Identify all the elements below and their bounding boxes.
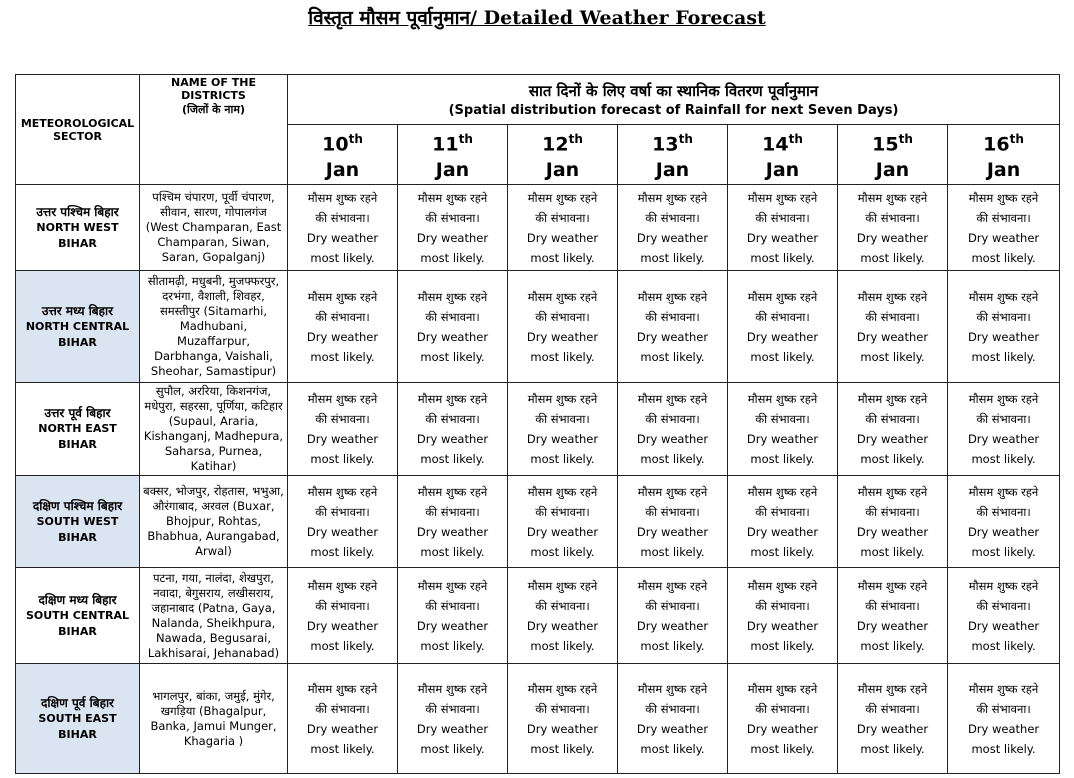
date-day: 15 [872, 133, 899, 156]
sector-name-cell [16, 476, 140, 568]
forecast-hi-line1: मौसम शुष्क रहने [747, 681, 818, 696]
date-header [728, 125, 838, 185]
districts-column-header [140, 75, 288, 185]
date-suffix: th [678, 132, 693, 146]
districts-header-en: NAME OF THE DISTRICTS [171, 76, 256, 102]
sector-name-hi: उत्तर मध्य बिहार [41, 303, 114, 318]
forecast-en-line2: most likely. [750, 544, 815, 559]
forecast-en-line2: most likely. [310, 638, 375, 653]
forecast-en-line1: Dry weather [416, 329, 489, 344]
forecast-cell [728, 271, 838, 383]
forecast-hi-line2: की संभावना। [645, 412, 700, 427]
forecast-hi-line2: की संभावना। [315, 309, 370, 324]
sector-row [16, 568, 1060, 664]
forecast-hi-line2: की संभावना। [755, 701, 810, 716]
sector-row [16, 383, 1060, 476]
forecast-en-line1: Dry weather [967, 524, 1040, 539]
forecast-en-line1: Dry weather [636, 432, 709, 447]
date-day: 11 [432, 133, 459, 156]
sector-name-hi: उत्तर पूर्व बिहार [44, 406, 111, 421]
forecast-hi-line1: मौसम शुष्क रहने [968, 681, 1039, 696]
forecast-en-line2: most likely. [860, 638, 925, 653]
date-month: Jan [325, 159, 360, 182]
sector-column-header: METEOROLOGICAL SECTOR [16, 75, 140, 185]
forecast-hi-line2: की संभावना। [315, 412, 370, 427]
forecast-en-line2: most likely. [530, 638, 595, 653]
forecast-en-line1: Dry weather [306, 329, 379, 344]
forecast-en-line1: Dry weather [636, 618, 709, 633]
forecast-hi-line1: मौसम शुष्क रहने [968, 578, 1039, 593]
forecast-hi-line2: की संभावना। [976, 412, 1031, 427]
forecast-en-line2: most likely. [640, 544, 705, 559]
forecast-hi-line2: की संभावना। [425, 504, 480, 519]
forecast-en-line2: most likely. [530, 741, 595, 756]
forecast-hi-line1: मौसम शुष्क रहने [417, 484, 488, 499]
forecast-hi-line1: मौसम शुष्क रहने [637, 392, 708, 407]
sector-row [16, 185, 1060, 271]
forecast-hi-line2: की संभावना। [535, 309, 590, 324]
forecast-en-line1: Dry weather [967, 721, 1040, 736]
forecast-hi-line1: मौसम शुष्क रहने [417, 190, 488, 205]
forecast-cell [618, 568, 728, 664]
forecast-en-line1: Dry weather [636, 329, 709, 344]
forecast-en-line2: most likely. [750, 250, 815, 265]
forecast-hi-line2: की संभावना। [425, 210, 480, 225]
forecast-en-line1: Dry weather [856, 524, 929, 539]
forecast-hi-line2: की संभावना। [425, 309, 480, 324]
forecast-hi-line2: की संभावना। [535, 598, 590, 613]
date-header [288, 125, 398, 185]
sector-row [16, 271, 1060, 383]
forecast-hi-line1: मौसम शुष्क रहने [417, 289, 488, 304]
forecast-cell [728, 568, 838, 664]
sector-name-en: NORTH WEST BIHAR [36, 220, 119, 250]
district-list-cell: सुपौल, अररिया, किशनगंज, मधेपुरा, सहरसा, पूर्णिया, कटिहार (Supaul, Araria, Kishanganj, Madhepura, Saharsa, Purnea, Katihar) [140, 383, 288, 476]
forecast-hi-line1: मौसम शुष्क रहने [527, 392, 598, 407]
sector-name-hi: दक्षिण पश्चिम बिहार [32, 498, 123, 513]
date-header [618, 125, 728, 185]
date-suffix: th [1009, 132, 1024, 146]
forecast-hi-line1: मौसम शुष्क रहने [747, 484, 818, 499]
forecast-en-line1: Dry weather [746, 329, 819, 344]
forecast-en-line2: most likely. [310, 452, 375, 467]
forecast-en-line1: Dry weather [306, 618, 379, 633]
forecast-hi-line1: मौसम शुष्क रहने [747, 190, 818, 205]
forecast-hi-line1: मौसम शुष्क रहने [527, 289, 598, 304]
forecast-en-line1: Dry weather [967, 329, 1040, 344]
forecast-cell [618, 664, 728, 774]
forecast-cell [288, 664, 398, 774]
forecast-hi-line1: मौसम शुष्क रहने [857, 190, 928, 205]
forecast-en-line1: Dry weather [526, 721, 599, 736]
forecast-hi-line1: मौसम शुष्क रहने [747, 578, 818, 593]
forecast-en-line2: most likely. [420, 349, 485, 364]
sector-name-cell [16, 568, 140, 664]
forecast-en-line2: most likely. [971, 452, 1036, 467]
forecast-en-line1: Dry weather [856, 230, 929, 245]
forecast-hi-line2: की संभावना। [976, 309, 1031, 324]
forecast-hi-line1: मौसम शुष्क रहने [307, 681, 378, 696]
forecast-hi-line2: की संभावना। [425, 412, 480, 427]
forecast-cell [288, 476, 398, 568]
forecast-hi-line2: की संभावना। [315, 504, 370, 519]
districts-header-hi: (जिलों के नाम) [181, 103, 245, 116]
forecast-en-line2: most likely. [640, 741, 705, 756]
sector-name-hi: उत्तर पश्चिम बिहार [36, 204, 119, 219]
forecast-en-line1: Dry weather [967, 618, 1040, 633]
forecast-table [15, 74, 1060, 774]
date-month: Jan [545, 159, 580, 182]
forecast-hi-line2: की संभावना। [645, 309, 700, 324]
forecast-cell [838, 185, 948, 271]
forecast-en-line1: Dry weather [856, 721, 929, 736]
forecast-cell [508, 476, 618, 568]
forecast-cell [948, 568, 1060, 664]
forecast-cell [288, 383, 398, 476]
date-month: Jan [765, 159, 800, 182]
forecast-hi-line1: मौसम शुष्क रहने [417, 392, 488, 407]
forecast-en-line2: most likely. [860, 250, 925, 265]
sector-row [16, 476, 1060, 568]
forecast-cell [838, 568, 948, 664]
forecast-hi-line1: मौसम शुष्क रहने [747, 392, 818, 407]
forecast-en-line1: Dry weather [526, 329, 599, 344]
forecast-en-line1: Dry weather [746, 432, 819, 447]
forecast-en-line1: Dry weather [416, 432, 489, 447]
forecast-cell [508, 664, 618, 774]
forecast-en-line1: Dry weather [416, 618, 489, 633]
forecast-en-line1: Dry weather [306, 230, 379, 245]
forecast-en-line2: most likely. [750, 638, 815, 653]
spatial-forecast-header [288, 75, 1060, 125]
sector-row [16, 664, 1060, 774]
forecast-hi-line2: की संभावना। [425, 598, 480, 613]
forecast-hi-line1: मौसम शुष्क रहने [527, 484, 598, 499]
date-day: 10 [322, 133, 349, 156]
forecast-cell [398, 271, 508, 383]
sector-name-cell [16, 383, 140, 476]
forecast-hi-line1: मौसम शुष्क रहने [968, 289, 1039, 304]
forecast-en-line2: most likely. [530, 452, 595, 467]
forecast-hi-line1: मौसम शुष्क रहने [968, 392, 1039, 407]
forecast-hi-line1: मौसम शुष्क रहने [307, 392, 378, 407]
forecast-cell [948, 271, 1060, 383]
forecast-hi-line2: की संभावना। [755, 598, 810, 613]
district-list-cell: पश्चिम चंपारण, पूर्वी चंपारण, सीवान, सारण, गोपालगंज (West Champaran, East Champaran, Siwan, Saran, Gopalganj) [140, 185, 288, 271]
forecast-cell [728, 383, 838, 476]
forecast-en-line2: most likely. [640, 349, 705, 364]
forecast-en-line2: most likely. [310, 250, 375, 265]
forecast-en-line1: Dry weather [416, 524, 489, 539]
forecast-cell [618, 271, 728, 383]
forecast-cell [288, 568, 398, 664]
forecast-hi-line2: की संभावना। [315, 210, 370, 225]
forecast-cell [398, 476, 508, 568]
forecast-hi-line2: की संभावना। [865, 309, 920, 324]
forecast-en-line2: most likely. [750, 349, 815, 364]
forecast-en-line1: Dry weather [526, 618, 599, 633]
forecast-cell [618, 476, 728, 568]
forecast-hi-line1: मौसम शुष्क रहने [857, 578, 928, 593]
date-day: 13 [652, 133, 679, 156]
forecast-en-line1: Dry weather [856, 618, 929, 633]
date-month: Jan [986, 159, 1021, 182]
forecast-cell [288, 271, 398, 383]
forecast-en-line2: most likely. [310, 544, 375, 559]
forecast-en-line1: Dry weather [526, 432, 599, 447]
district-list-cell: बक्सर, भोजपुर, रोहतास, भभुआ, औरंगाबाद, अरवल (Buxar, Bhojpur, Rohtas, Bhabhua, Aurangabad, Arwal) [140, 476, 288, 568]
forecast-en-line2: most likely. [971, 544, 1036, 559]
forecast-en-line1: Dry weather [306, 524, 379, 539]
forecast-en-line1: Dry weather [746, 524, 819, 539]
forecast-cell [838, 476, 948, 568]
forecast-hi-line1: मौसम शुष्क रहने [968, 484, 1039, 499]
forecast-hi-line2: की संभावना। [315, 701, 370, 716]
forecast-en-line2: most likely. [420, 452, 485, 467]
forecast-en-line2: most likely. [310, 349, 375, 364]
date-suffix: th [568, 132, 583, 146]
forecast-hi-line2: की संभावना। [645, 504, 700, 519]
forecast-en-line1: Dry weather [416, 721, 489, 736]
forecast-cell [728, 664, 838, 774]
forecast-en-line2: most likely. [971, 349, 1036, 364]
forecast-hi-line2: की संभावना। [865, 504, 920, 519]
forecast-hi-line2: की संभावना। [865, 701, 920, 716]
forecast-en-line2: most likely. [420, 544, 485, 559]
forecast-hi-line1: मौसम शुष्क रहने [968, 190, 1039, 205]
date-day: 16 [983, 133, 1010, 156]
forecast-cell [398, 185, 508, 271]
forecast-hi-line1: मौसम शुष्क रहने [307, 190, 378, 205]
forecast-hi-line1: मौसम शुष्क रहने [637, 484, 708, 499]
date-header [508, 125, 618, 185]
forecast-en-line1: Dry weather [856, 329, 929, 344]
forecast-en-line2: most likely. [640, 250, 705, 265]
forecast-hi-line1: मौसम शुष्क रहने [637, 190, 708, 205]
forecast-en-line1: Dry weather [636, 721, 709, 736]
forecast-hi-line2: की संभावना। [425, 701, 480, 716]
forecast-hi-line1: मौसम शुष्क रहने [527, 681, 598, 696]
district-list-cell: पटना, गया, नालंदा, शेखपुरा, नवादा, बेगुसराय, लखीसराय, जहानाबाद (Patna, Gaya, Nalanda, Sheikhpura, Nawada, Begusarai, Lakhisarai, Jehanabad) [140, 568, 288, 664]
forecast-hi-line1: मौसम शुष्क रहने [637, 289, 708, 304]
district-list-cell: भागलपुर, बांका, जमुई, मुंगेर, खगड़िया (Bhagalpur, Banka, Jamui Munger, Khagaria ) [140, 664, 288, 774]
forecast-hi-line2: की संभावना। [755, 210, 810, 225]
forecast-hi-line2: की संभावना। [535, 412, 590, 427]
forecast-en-line1: Dry weather [746, 230, 819, 245]
forecast-cell [508, 185, 618, 271]
forecast-hi-line1: मौसम शुष्क रहने [747, 289, 818, 304]
forecast-cell [618, 383, 728, 476]
forecast-en-line1: Dry weather [967, 432, 1040, 447]
forecast-hi-line1: मौसम शुष्क रहने [637, 578, 708, 593]
forecast-hi-line1: मौसम शुष्क रहने [857, 289, 928, 304]
date-day: 14 [762, 133, 789, 156]
sector-name-en: SOUTH WEST BIHAR [36, 514, 119, 544]
forecast-en-line1: Dry weather [636, 230, 709, 245]
forecast-en-line2: most likely. [750, 741, 815, 756]
forecast-hi-line2: की संभावना। [645, 598, 700, 613]
forecast-en-line2: most likely. [971, 250, 1036, 265]
sector-name-cell [16, 664, 140, 774]
forecast-hi-line1: मौसम शुष्क रहने [857, 484, 928, 499]
forecast-en-line2: most likely. [860, 544, 925, 559]
sector-name-cell [16, 185, 140, 271]
forecast-hi-line2: की संभावना। [976, 210, 1031, 225]
forecast-cell [948, 383, 1060, 476]
sector-name-en: SOUTH CENTRAL BIHAR [25, 608, 130, 638]
forecast-hi-line1: मौसम शुष्क रहने [527, 578, 598, 593]
forecast-en-line2: most likely. [860, 349, 925, 364]
forecast-hi-line2: की संभावना। [755, 412, 810, 427]
forecast-en-line2: most likely. [530, 250, 595, 265]
forecast-hi-line1: मौसम शुष्क रहने [307, 289, 378, 304]
forecast-cell [288, 185, 398, 271]
forecast-en-line1: Dry weather [526, 230, 599, 245]
forecast-cell [838, 664, 948, 774]
forecast-hi-line1: मौसम शुष्क रहने [857, 681, 928, 696]
forecast-hi-line1: मौसम शुष्क रहने [417, 578, 488, 593]
forecast-en-line2: most likely. [640, 452, 705, 467]
forecast-en-line2: most likely. [420, 638, 485, 653]
forecast-en-line1: Dry weather [306, 432, 379, 447]
date-header [948, 125, 1060, 185]
forecast-hi-line2: की संभावना। [865, 598, 920, 613]
forecast-en-line1: Dry weather [636, 524, 709, 539]
forecast-cell [508, 271, 618, 383]
date-month: Jan [435, 159, 470, 182]
forecast-hi-line2: की संभावना। [755, 504, 810, 519]
forecast-hi-line1: मौसम शुष्क रहने [637, 681, 708, 696]
forecast-cell [398, 664, 508, 774]
date-header [398, 125, 508, 185]
forecast-en-line2: most likely. [420, 741, 485, 756]
forecast-en-line2: most likely. [971, 638, 1036, 653]
forecast-cell [838, 271, 948, 383]
forecast-en-line1: Dry weather [526, 524, 599, 539]
forecast-en-line1: Dry weather [746, 618, 819, 633]
forecast-hi-line2: की संभावना। [535, 701, 590, 716]
sector-name-en: NORTH EAST BIHAR [38, 422, 117, 452]
forecast-en-line1: Dry weather [967, 230, 1040, 245]
forecast-hi-line2: की संभावना। [535, 504, 590, 519]
forecast-hi-line2: की संभावना। [865, 412, 920, 427]
forecast-cell [948, 476, 1060, 568]
date-suffix: th [348, 132, 363, 146]
sector-name-hi: दक्षिण पूर्व बिहार [41, 695, 114, 710]
forecast-en-line2: most likely. [530, 349, 595, 364]
page-title: विस्तृत मौसम पूर्वानुमान/ Detailed Weather Forecast [308, 7, 766, 29]
forecast-hi-line2: की संभावना। [976, 504, 1031, 519]
forecast-en-line2: most likely. [640, 638, 705, 653]
forecast-cell [508, 568, 618, 664]
forecast-hi-line2: की संभावना। [865, 210, 920, 225]
forecast-hi-line2: की संभावना। [315, 598, 370, 613]
spatial-header-en: (Spatial distribution forecast of Rainfall for next Seven Days) [448, 102, 899, 118]
forecast-cell [398, 568, 508, 664]
forecast-hi-line1: मौसम शुष्क रहने [417, 681, 488, 696]
forecast-en-line2: most likely. [530, 544, 595, 559]
sector-name-hi: दक्षिण मध्य बिहार [38, 592, 117, 607]
forecast-hi-line2: की संभावना। [976, 701, 1031, 716]
forecast-cell [618, 185, 728, 271]
forecast-hi-line2: की संभावना। [645, 210, 700, 225]
forecast-en-line2: most likely. [860, 452, 925, 467]
forecast-hi-line2: की संभावना। [645, 701, 700, 716]
sector-name-en: SOUTH EAST BIHAR [38, 711, 117, 741]
forecast-en-line2: most likely. [310, 741, 375, 756]
date-header [838, 125, 948, 185]
date-day: 12 [542, 133, 569, 156]
date-suffix: th [898, 132, 913, 146]
forecast-hi-line2: की संभावना। [535, 210, 590, 225]
forecast-en-line1: Dry weather [306, 721, 379, 736]
forecast-cell [728, 185, 838, 271]
forecast-cell [508, 383, 618, 476]
forecast-en-line1: Dry weather [746, 721, 819, 736]
district-list-cell: सीतामढ़ी, मधुबनी, मुजफ्फरपुर, दरभंगा, वैशाली, शिवहर, समस्तीपुर (Sitamarhi, Madhubani, Muzaffarpur, Darbhanga, Vaishali, Sheohar, Samastipur) [140, 271, 288, 383]
forecast-en-line2: most likely. [420, 250, 485, 265]
date-month: Jan [655, 159, 690, 182]
forecast-en-line2: most likely. [971, 741, 1036, 756]
forecast-cell [728, 476, 838, 568]
forecast-hi-line1: मौसम शुष्क रहने [307, 578, 378, 593]
date-suffix: th [788, 132, 803, 146]
forecast-cell [398, 383, 508, 476]
forecast-hi-line2: की संभावना। [976, 598, 1031, 613]
forecast-hi-line1: मौसम शुष्क रहने [307, 484, 378, 499]
date-suffix: th [458, 132, 473, 146]
sector-name-en: NORTH CENTRAL BIHAR [25, 319, 130, 349]
forecast-cell [948, 664, 1060, 774]
date-month: Jan [875, 159, 910, 182]
sector-name-cell [16, 271, 140, 383]
forecast-en-line2: most likely. [860, 741, 925, 756]
forecast-hi-line2: की संभावना। [755, 309, 810, 324]
spatial-header-hi: सात दिनों के लिए वर्षा का स्थानिक वितरण पूर्वानुमान [528, 81, 819, 100]
forecast-hi-line1: मौसम शुष्क रहने [857, 392, 928, 407]
forecast-hi-line1: मौसम शुष्क रहने [527, 190, 598, 205]
forecast-en-line2: most likely. [750, 452, 815, 467]
forecast-cell [948, 185, 1060, 271]
forecast-cell [838, 383, 948, 476]
forecast-en-line1: Dry weather [416, 230, 489, 245]
forecast-en-line1: Dry weather [856, 432, 929, 447]
